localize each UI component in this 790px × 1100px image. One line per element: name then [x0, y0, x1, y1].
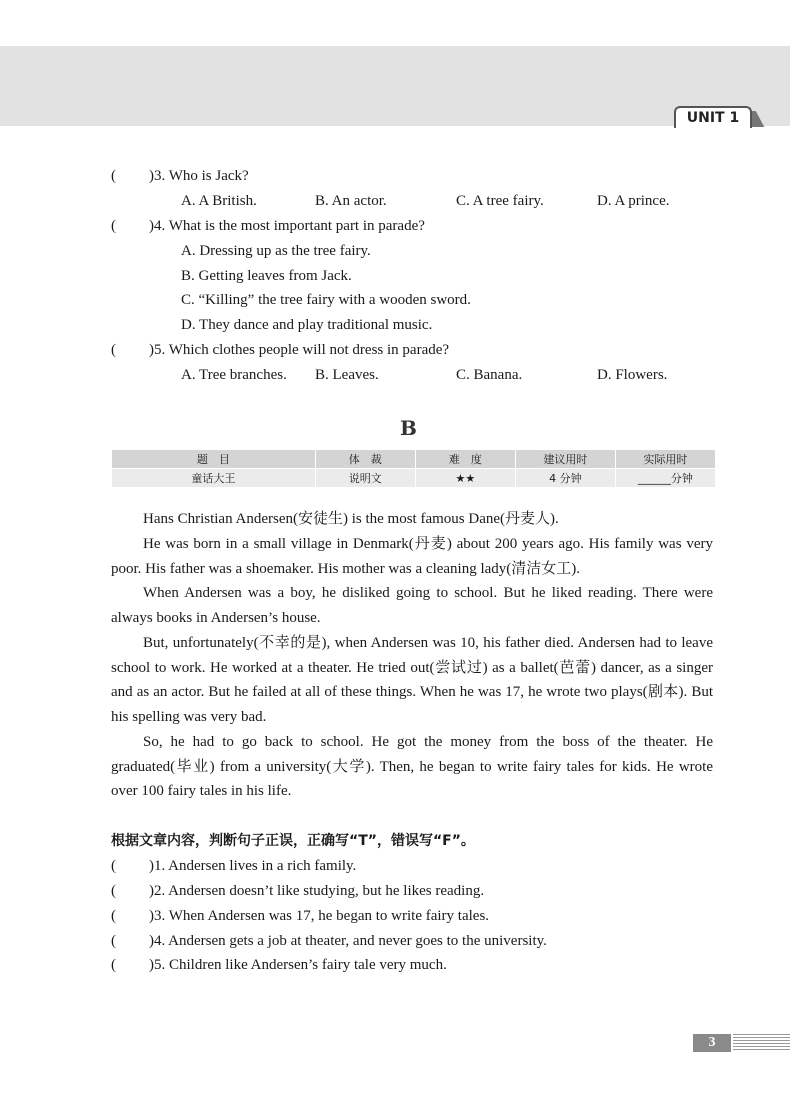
exercise-item: ( )1. Andersen lives in a rich family.: [111, 858, 357, 874]
header-cell: 难 度: [415, 450, 515, 469]
option: A. Dressing up as the tree fairy.: [181, 243, 371, 259]
table-cell: 说明文: [315, 469, 415, 488]
option: B. Getting leaves from Jack.: [181, 268, 352, 284]
exercise-instruction: 根据文章内容，判断句子正误，正确写“T”，错误写“F”。: [111, 833, 475, 849]
table-cell: 4 分钟: [515, 469, 615, 488]
table-cell: ______分钟: [615, 469, 715, 488]
passage-paragraph: Hans Christian Andersen(安徒生) is the most famous Dane(丹麦人).: [143, 511, 559, 527]
option: B. An actor.: [315, 193, 387, 209]
passage-paragraph: When Andersen was a boy, he disliked going to school. But he liked reading. There were always books in Andersen’s house.: [111, 585, 713, 626]
exercise-item: ( )3. When Andersen was 17, he began to write fairy tales.: [111, 908, 490, 924]
exercise-item: ( )4. Andersen gets a job at theater, and never goes to the university.: [111, 933, 547, 949]
option: C. A tree fairy.: [456, 193, 544, 209]
exercise-item: ( )2. Andersen doesn’t like studying, but he likes reading.: [111, 883, 485, 899]
section-b-heading: B: [400, 416, 417, 440]
option: C. Banana.: [456, 367, 523, 383]
header-band: [0, 46, 790, 126]
option: A. A British.: [181, 193, 257, 209]
header-cell: 实际用时: [615, 450, 715, 469]
question-3: ( )3. Who is Jack?: [111, 168, 249, 184]
page-number: 3: [693, 1034, 731, 1052]
option: D. They dance and play traditional music.: [181, 317, 433, 333]
exercise-item: ( )5. Children like Andersen’s fairy tale very much.: [111, 957, 447, 973]
header-cell: 题 目: [112, 450, 316, 469]
option: A. Tree branches.: [181, 367, 287, 383]
passage-paragraph: So, he had to go back to school. He got the money from the boss of the theater. He graduated(毕业) from a university(大学). Then, he began to write fairy tales for kids. He wrote over 100 fairy tales in his life.: [111, 734, 713, 800]
header-cell: 建议用时: [515, 450, 615, 469]
unit-label: UNIT 1: [674, 106, 752, 128]
option: C. “Killing” the tree fairy with a wooden sword.: [181, 292, 471, 308]
option: D. Flowers.: [597, 367, 668, 383]
page-number-decoration: [733, 1034, 790, 1052]
question-4: ( )4. What is the most important part in parade?: [111, 218, 425, 234]
option: D. A prince.: [597, 193, 670, 209]
option: B. Leaves.: [315, 367, 379, 383]
header-cell: 体 裁: [315, 450, 415, 469]
table-cell: 童话大王: [112, 469, 316, 488]
reading-info-table: [111, 449, 716, 488]
table-cell: ★★: [415, 469, 515, 488]
question-5: ( )5. Which clothes people will not dress in parade?: [111, 342, 450, 358]
passage-paragraph: He was born in a small village in Denmark(丹麦) about 200 years ago. His family was very poor. His father was a shoemaker. His mother was a cleaning lady(清洁女工).: [111, 536, 713, 577]
passage-paragraph: But, unfortunately(不幸的是), when Andersen was 10, his father died. Andersen had to leave school to work. He worked at a theater. He tried out(尝试过) as a ballet(芭蕾) dancer, as a singer and as an actor. But he failed at all of these things. When he was 17, he wrote two plays(剧本). But his spelling was very bad.: [111, 635, 713, 726]
